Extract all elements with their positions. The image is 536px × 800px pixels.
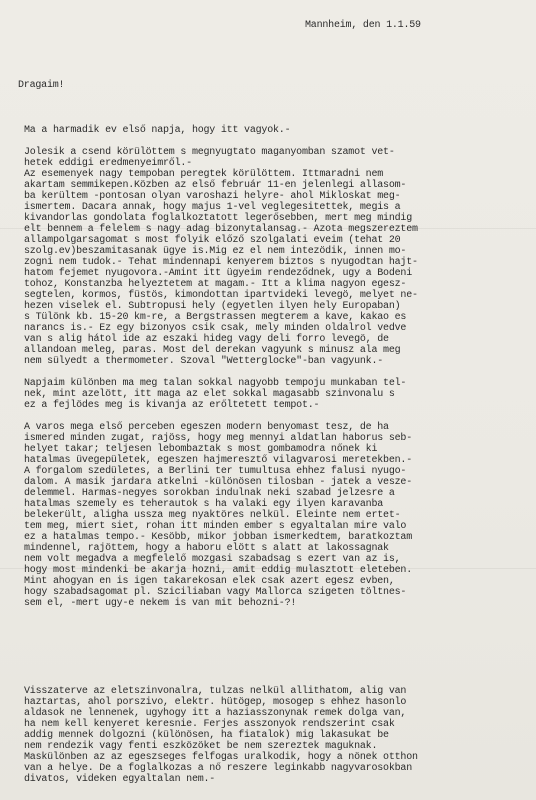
text-line: Jolesik a csend körülöttem s megnyugtato maganyomban szamot vet- <box>24 147 395 158</box>
text-line: Visszaterve az eletszinvonalra, tulzas nelkül allithatom, alig van <box>24 686 407 697</box>
text-line: addig mennek dolgozni (különösen, ha fiatalok) mig lakasukat be <box>24 730 389 741</box>
text-line: akartam semmikepen.Közben az első február 11-en jelenlegi allasom- <box>24 180 407 191</box>
text-line: delemmel. Harmas-negyes sorokban indulnak neki szabad jelzesre a <box>24 488 395 499</box>
text-line: van s alig hátol ide az eszaki hideg vagy deli forro levegö, de <box>24 334 389 345</box>
text-line: allampolgarsagomat s most folyik előző szolgalati eveim (tehat 20 <box>24 235 401 246</box>
text-line: Maskülönben az az egeszseges felfogas uralkodik, hogy a nönek otthon <box>24 752 418 763</box>
text-line: nem sülyedt a thermometer. Szoval "Wetterglocke"-ban vagyunk.- <box>24 356 384 367</box>
text-line: hogy most mindenki be akarja hozni, amit eddig mulasztott eleteben. <box>24 565 412 576</box>
text-line: nem rendezik vagy fenti eszközöket be nem szereztek maguknak. <box>24 741 378 752</box>
text-line: van a helye. De a foglalkozas a nő reszere leginkabb nagyvarosokban <box>24 763 412 774</box>
text-line: A forgalom szedületes, a Berlini ter tumultusa ehhez falusi nyugo- <box>24 466 407 477</box>
text-line: hogy szabadsagomat pl. Sziciliaban vagy Mallorca szigeten töltnes- <box>24 587 407 598</box>
text-line: ismertem. Dacara annak, hogy majus 1-vel veglegesitettek, megis a <box>24 202 401 213</box>
text-line: ez a hatalmas tempo.- Kesöbb, mikor jobban ismerkedtem, baratkoztam <box>24 532 412 543</box>
text-line: hezen viselek el. Subtropusi hely (egyetlen ilyen hely Europaban) <box>24 301 401 312</box>
text-line: tem meg, miert siet, rohan itt minden ember s egyaltalan mire valo <box>24 521 407 532</box>
text-line: ez a fejlödes meg is kivanja az erőltetett tempot.- <box>24 400 320 411</box>
salutation: Dragaim! <box>18 80 65 91</box>
text-line: nem volt megadva a megfelelő mozgasi szabadsag s ezert van az is, <box>24 554 401 565</box>
text-line: hetek eddigi eredmenyeimről.- <box>24 158 192 169</box>
opening-line: Ma a harmadik ev első napja, hogy itt vagyok.- <box>24 125 291 136</box>
text-line: divatos, videken egyaltalan nem.- <box>24 774 216 785</box>
text-line: s Tülönk kb. 15-20 km-re, a Bergstrassen megterem a kave, kakao es <box>24 312 407 323</box>
text-line: zogni nem tudok.- Tehat mindennapi kenyerem biztos s nyugodtan hajt- <box>24 257 418 268</box>
text-line: segtelen, kormos, füstös, kimondottan ipartvideki levegö, melyet ne- <box>24 290 418 301</box>
text-line: szolg.ev)beszamitasanak ügye is.Mig ez el nem intezödik, innen mo- <box>24 246 407 257</box>
text-line: Napjaim különben ma meg talan sokkal nagyobb tempoju munkaban tel- <box>24 378 407 389</box>
text-line: Az esemenyek nagy tempoban peregtek körülöttem. Ittmaradni nem <box>24 169 384 180</box>
text-line: ismered minden zugat, rajöss, hogy meg mennyi aldatlan haborus seb- <box>24 433 412 444</box>
text-line: nek, mint azelött, itt maga az elet sokkal magasabb szinvonalu s <box>24 389 395 400</box>
text-line: hatom fejemet nyugovora.-Amint itt ügyeim rendeződnek, ugy a Bodeni <box>24 268 412 279</box>
text-line: hatalmas szemely es teherautok s ha valaki egy ilyen karavanba <box>24 499 384 510</box>
text-line: ba kerültem -pontosan olyan varoshazi helyre- ahol Mikloskat meg- <box>24 191 401 202</box>
text-line: Mint ahogyan en is igen takarekosan elek csak azert egesz evben, <box>24 576 395 587</box>
text-line: hatalmas üvegepületek, egeszen hajmeresztő vilagvarosi meretekben.- <box>24 455 412 466</box>
text-line: haztartas, ahol porszivo, elektr. hütögep, mosogep s ehhez hasonlo <box>24 697 407 708</box>
text-line: tohoz, Konstanzba helyeztetem at magam.- Itt a klima nagyon egesz- <box>24 279 407 290</box>
text-line: belekerült, aligha ussza meg nyaktöres nelkül. Eleinte nem ertet- <box>24 510 401 521</box>
text-line: kivandorlas gondolata foglalkoztatott legerősebben, mert meg mindig <box>24 213 412 224</box>
text-line: mindennel, rajöttem, hogy a haboru elött s alatt at lakossagnak <box>24 543 389 554</box>
text-line: narancs is.- Ez egy bizonyos csik csak, mely minden oldalrol vedve <box>24 323 407 334</box>
text-line: sem el, -mert ugy-e nekem is van mit behozni-?! <box>24 598 297 609</box>
text-line: ha nem kell kenyeret keresnie. Ferjes asszonyok rendszerint csak <box>24 719 395 730</box>
text-line: elt bennem a felelem s nagy adag bizonytalansag.- Azota megszereztem <box>24 224 418 235</box>
text-line: aldasok ne lennenek, ugyhogy itt a haziasszonynak remek dolga van, <box>24 708 407 719</box>
text-line: dalom. A masik jardara atkelni -különösen tilosban - jatek a vesze- <box>24 477 412 488</box>
text-line: A varos mega első perceben egeszen modern benyomast tesz, de ha <box>24 422 389 433</box>
text-line: helyet takar; teljesen lebombaztak s most gombamodra nőnek ki <box>24 444 378 455</box>
text-line: allandoan meleg, paras. Most del derekan vagyunk s minusz ala meg <box>24 345 401 356</box>
place-date: Mannheim, den 1.1.59 <box>305 20 421 31</box>
